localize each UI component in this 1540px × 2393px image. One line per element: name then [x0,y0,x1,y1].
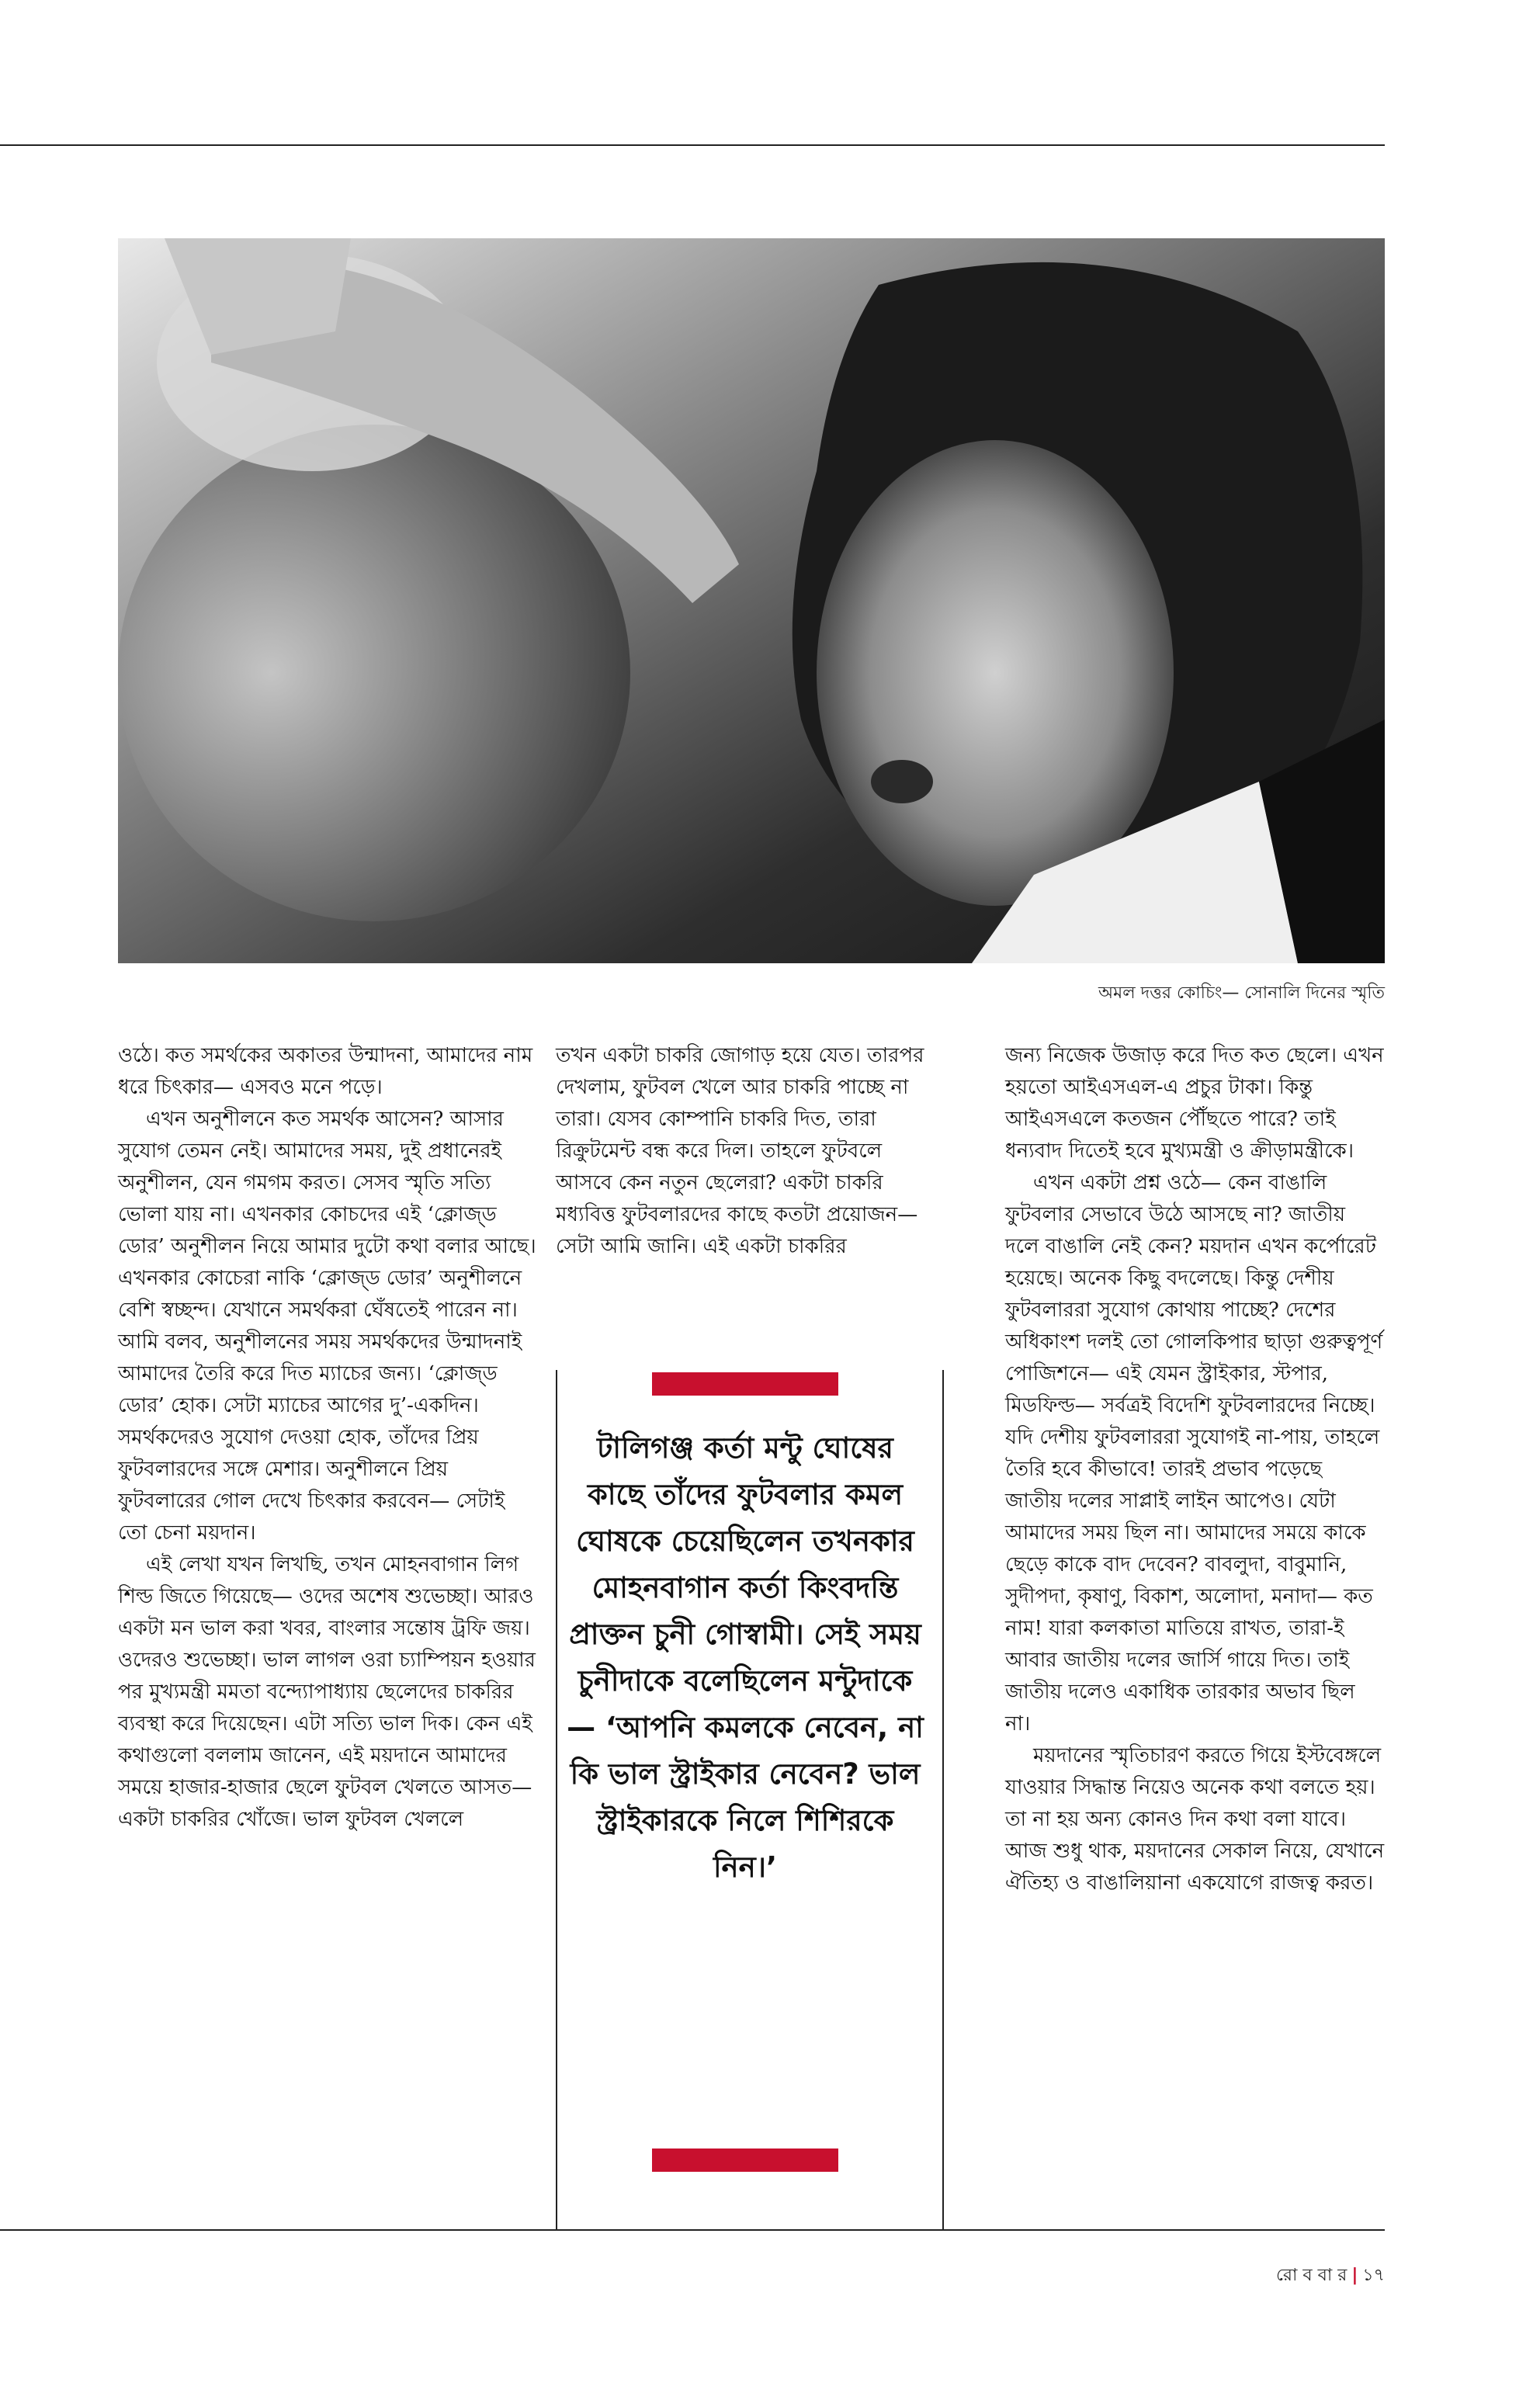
paragraph: ময়দানের স্মৃতিচারণ করতে গিয়ে ইস্টবেঙ্গলে যাওয়ার সিদ্ধান্ত নিয়েও অনেক কথা বলতে হয়। তা না হয় অন্য কোনও দিন কথা বলা যাবে। আজ শুধু থাক, ময়দানের সেকাল নিয়ে, যেখানে ঐতিহ্য ও বাঙালিয়ানা একযোগে রাজত্ব করত। [1005,1744,1385,1895]
top-rule [0,144,1385,146]
photo-icon [118,238,1385,963]
footer-separator: | [1351,2266,1358,2285]
pullquote-bar-bottom [652,2148,838,2172]
paragraph: এখন অনুশীলনে কত সমর্থক আসেন? আসার সুযোগ তেমন নেই। আমাদের সময়, দুই প্রধানেরই অনুশীলন, যেন গমগম করত। সেসব স্মৃতি সত্যি ভোলা যায় না। এখনকার কোচদের এই ‘ক্লোজ্ড ডোর’ অনুশীলন নিয়ে আমার দুটো কথা বলার আছে। এখনকার কোচেরা নাকি ‘ক্লোজ্ড ডোর’ অনুশীলনে বেশি স্বচ্ছন্দ। যেখানে সমর্থকরা ঘেঁষতেই পারেন না। আমি বলব, অনুশীলনের সময় সমর্থকদের উন্মাদনাই আমাদের তৈরি করে দিত ম্যাচের জন্য। ‘ক্লোজ্ড ডোর’ হোক। সেটা ম্যাচের আগের দু’-একদিন। সমর্থকদেরও সুযোগ দেওয়া হোক, তাঁদের প্রিয় ফুটবলারদের সঙ্গে মেশার। অনুশীলনে প্রিয় ফুটবলারের গোল দেখে চিৎকার করবেন— সেটাই তো চেনা ময়দান। [118,1108,536,1545]
paragraph: এখন একটা প্রশ্ন ওঠে— কেন বাঙালি ফুটবলার সেভাবে উঠে আসছে না? জাতীয় দলে বাঙালি নেই কেন? ময়দান এখন কর্পোরেট হয়েছে। অনেক কিছু বদলেছে। কিন্তু দেশীয় ফুটবলাররা সুযোগ কোথায় পাচ্ছে? দেশের অধিকাংশ দলই তো গোলকিপার ছাড়া গুরুত্বপূর্ণ পোজিশনে— এই যেমন স্ট্রাইকার, স্টপার, মিডফিল্ড— সর্বত্রই বিদেশি ফুটবলারদের নিচ্ছে। যদি দেশীয় ফুটবলাররা সুযোগই না-পায়, তাহলে তৈরি হবে কীভাবে! তারই প্রভাব পড়েছে জাতীয় দলের সাপ্লাই লাইন আপেও। যেটা আমাদের সময় ছিল না। আমাদের সময়ে কাকে ছেড়ে কাকে বাদ দেবেন? বাবলুদা, বাবুমানি, সুদীপদা, কৃষাণু, বিকাশ, অলোদা, মনাদা— কত নাম! যারা কলকাতা মাতিয়ে রাখত, তারা-ই আবার জাতীয় দলের জার্সি গায়ে দিত। তাই জাতীয় দলেও একাধিক তারকার অভাব ছিল না। [1005,1171,1383,1736]
article-column-3 [1005,1040,1385,2197]
column-divider [942,1370,944,2229]
bottom-rule [0,2229,1385,2231]
article-photo [118,238,1385,963]
article-column-2 [556,1040,928,1351]
photo-caption: অমল দত্তর কোচিং— সোনালি দিনের স্মৃতি [1098,983,1385,1003]
paragraph: ওঠে। কত সমর্থকের অকাতর উন্মাদনা, আমাদের নাম ধরে চিৎকার— এসবও মনে পড়ে। [118,1044,533,1099]
paragraph: এই লেখা যখন লিখছি, তখন মোহনবাগান লিগ শিল্ড জিতে গিয়েছে— ওদের অশেষ শুভেচ্ছা। আরও একটা মন ভাল করা খবর, বাংলার সন্তোষ ট্রফি জয়। ওদেরও শুভেচ্ছা। ভাল লাগল ওরা চ্যাম্পিয়ন হওয়ার পর মুখ্যমন্ত্রী মমতা বন্দ্যোপাধ্যায় ছেলেদের চাকরির ব্যবস্থা করে দিয়েছেন। এটা সত্যি ভাল দিক। কেন এই কথাগুলো বললাম জানেন, এই ময়দানে আমাদের সময়ে হাজার-হাজার ছেলে ফুটবল খেলতে আসত— একটা চাকরির খোঁজে। ভাল ফুটবল খেললে [118,1553,536,1831]
paragraph: তখন একটা চাকরি জোগাড় হয়ে যেত। তারপর দেখলাম, ফুটবল খেলে আর চাকরি পাচ্ছে না তারা। যেসব কোম্পানি চাকরি দিত, তারা রিক্রুটমেন্ট বন্ধ করে দিল। তাহলে ফুটবলে আসবে কেন নতুন ছেলেরা? একটা চাকরি মধ্যবিত্ত ফুটবলারদের কাছে কতটা প্রয়োজন— সেটা আমি জানি। এই একটা চাকরির [556,1044,924,1258]
publication-name: রো ব বা র [1276,2266,1348,2285]
pullquote: টালিগঞ্জ কর্তা মন্টু ঘোষের কাছে তাঁদের ফুটবলার কমল ঘোষকে চেয়েছিলেন তখনকার মোহনবাগান কর্তা কিংবদন্তি প্রাক্তন চুনী গোস্বামী। সেই সময় চুনীদাকে বলেছিলেন মন্টুদাকে— ‘আপনি কমলকে নেবেন, না কি ভাল স্ট্রাইকার নেবেন? ভাল স্ট্রাইকারকে নিলে শিশিরকে নিন।’ [567,1431,924,1884]
page-footer [1276,2262,1385,2291]
page-number: ১৭ [1362,2266,1385,2285]
pullquote-bar-top [652,1372,838,1396]
paragraph: জন্য নিজেক উজাড় করে দিত কত ছেলে। এখন হয়তো আইএসএল-এ প্রচুর টাকা। কিন্তু আইএসএলে কতজন পৌঁছতে পারে? তাই ধন্যবাদ দিতেই হবে মুখ্যমন্ত্রী ও ক্রীড়ামন্ত্রীকে। [1005,1044,1384,1163]
article-column-1 [118,1040,537,2220]
column-divider [556,1370,557,2229]
